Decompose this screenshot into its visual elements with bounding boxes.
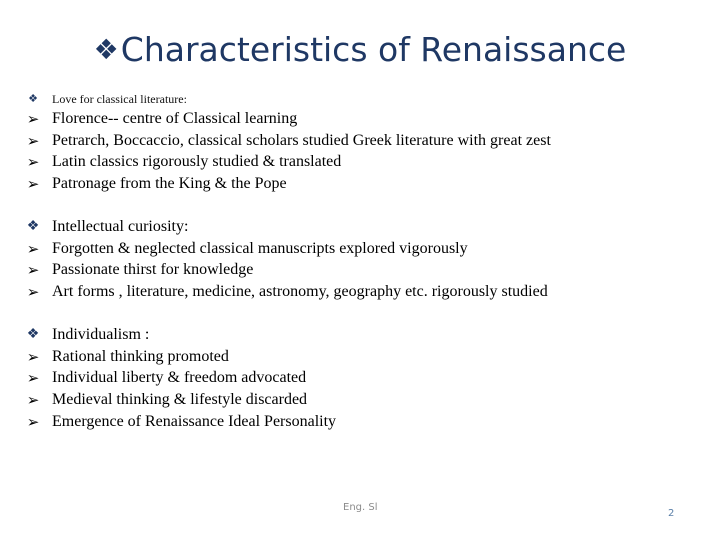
diamond-bullet-icon: ❖ xyxy=(93,33,119,66)
list-item-text: Medieval thinking & lifestyle discarded xyxy=(52,391,308,408)
arrow-bullet-icon: ➢ xyxy=(26,371,40,387)
list-item-text: Florence-- centre of Classical learning xyxy=(52,110,298,127)
page-number: 2 xyxy=(668,508,675,519)
arrow-bullet-icon: ➢ xyxy=(26,155,40,171)
arrow-bullet-icon: ➢ xyxy=(26,242,40,258)
list-item-text: Emergence of Renaissance Ideal Personality xyxy=(52,413,337,430)
section-heading-text: Individualism : xyxy=(52,326,150,343)
list-item-text: Rational thinking promoted xyxy=(52,348,229,365)
diamond-bullet-icon: ❖ xyxy=(26,327,40,342)
slide-title-text: Characteristics of Renaissance xyxy=(120,30,627,69)
arrow-bullet-icon: ➢ xyxy=(26,393,40,409)
arrow-bullet-icon: ➢ xyxy=(26,350,40,366)
arrow-bullet-icon: ➢ xyxy=(26,112,40,128)
list-item-text: Art forms , literature, medicine, astronomy, geography etc. rigorously studied xyxy=(52,283,548,300)
diamond-bullet-icon: ❖ xyxy=(28,93,38,105)
arrow-bullet-icon: ➢ xyxy=(26,134,40,150)
footer-author: Eng. Sl xyxy=(343,502,378,513)
arrow-bullet-icon: ➢ xyxy=(26,263,40,279)
section-heading-text: Intellectual curiosity: xyxy=(52,218,189,235)
list-item-text: Latin classics rigorously studied & translated xyxy=(52,153,342,170)
arrow-bullet-icon: ➢ xyxy=(26,415,40,431)
arrow-bullet-icon: ➢ xyxy=(26,285,40,301)
diamond-bullet-icon: ❖ xyxy=(26,219,40,234)
list-item-text: Forgotten & neglected classical manuscripts explored vigorously xyxy=(52,240,468,257)
list-item-text: Petrarch, Boccaccio, classical scholars studied Greek literature with great zest xyxy=(52,132,551,149)
slide-title xyxy=(0,28,720,72)
list-item-text: Individual liberty & freedom advocated xyxy=(52,369,307,386)
section-heading-text: Love for classical literature: xyxy=(52,92,187,106)
list-item-text: Passionate thirst for knowledge xyxy=(52,261,254,278)
list-item-text: Patronage from the King & the Pope xyxy=(52,175,287,192)
arrow-bullet-icon: ➢ xyxy=(26,177,40,193)
